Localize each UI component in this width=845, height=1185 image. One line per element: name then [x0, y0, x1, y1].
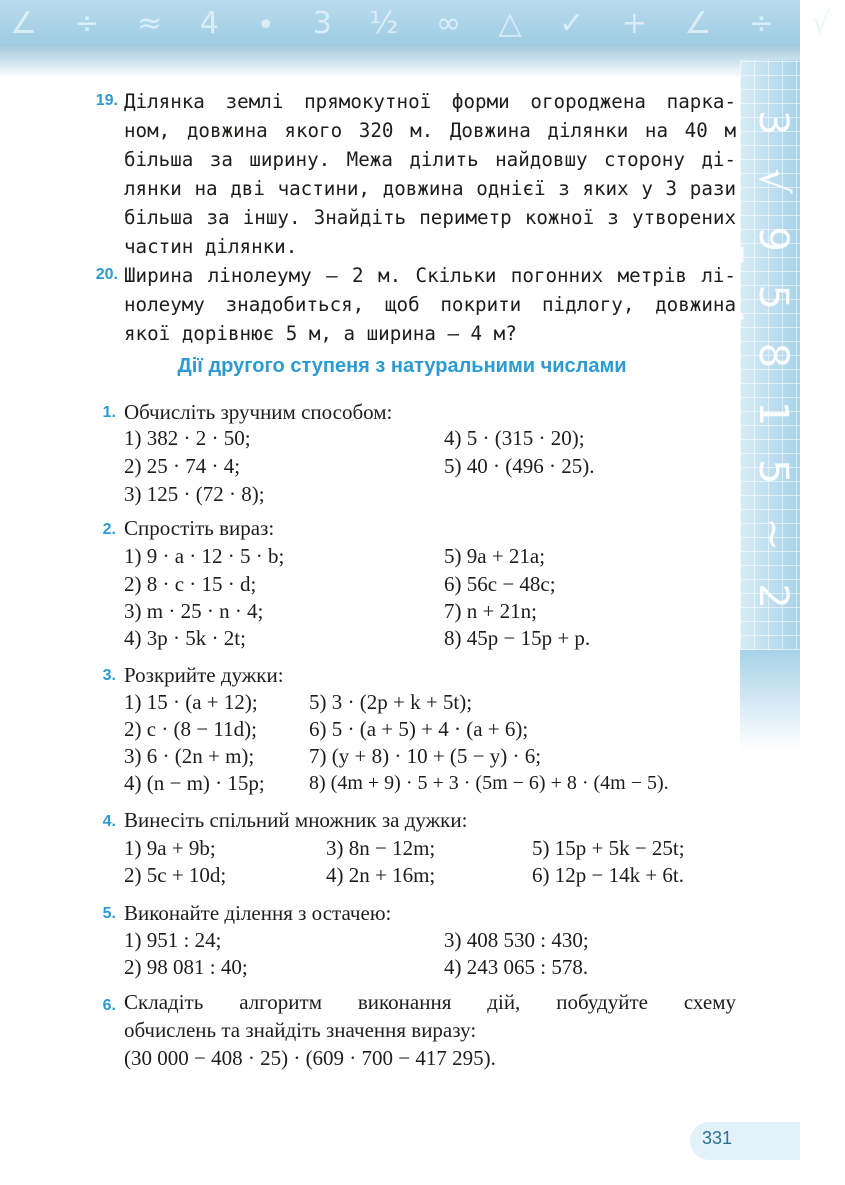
task-number: 3.: [102, 667, 116, 684]
task-number: 6.: [102, 997, 116, 1014]
problem-line: якої дорівнює 5 м, а ширина — 4 м?: [124, 322, 517, 345]
task-item: 3) 8n − 12m;: [326, 836, 436, 860]
task-item: 1) 951 : 24;: [124, 928, 222, 952]
task-item: 2) 8 · c · 15 · d;: [124, 572, 257, 596]
task-item: 1) 15 · (a + 12);: [124, 690, 258, 714]
problem-line: більша за ширину. Межа ділить найдовшу сторону ді-: [124, 148, 736, 171]
task-item: 5) 3 · (2p + k + 5t);: [309, 690, 473, 714]
task-expression: (30 000 − 408 · 25) · (609 · 700 − 417 295).: [124, 1046, 496, 1070]
task-title: Виконайте ділення з остачею:: [124, 901, 392, 925]
task-item: 2) 5c + 10d;: [124, 863, 227, 887]
section-title: Дії другого ступеня з натуральними числами: [177, 355, 627, 377]
task-item: 4) (n − m) · 15p;: [124, 771, 265, 795]
task-title: Розкрийте дужки:: [124, 663, 284, 687]
task-line: Складіть алгоритм виконання дій, побудуйте схему: [124, 990, 736, 1014]
side-band-fade: [740, 650, 800, 750]
task-item: 6) 5 · (a + 5) + 4 · (a + 6);: [309, 717, 529, 741]
problem-number: 20.: [95, 266, 118, 283]
task-title: Винесіть спільний множник за дужки:: [124, 808, 468, 832]
problem-line: нолеуму знадобиться, щоб покрити підлогу, довжина: [124, 293, 736, 316]
task-item: 1) 9a + 9b;: [124, 836, 216, 860]
task-item: 4) 2n + 16m;: [326, 863, 436, 887]
task-item: 4) 5 · (315 · 20);: [444, 426, 585, 450]
problem-20-text: [124, 261, 736, 348]
problem-line: більша за іншу. Знайдіть периметр кожної з утворених: [124, 206, 736, 229]
task-item: 7) (y + 8) · 10 + (5 − y) · 6;: [309, 744, 542, 768]
task-number: 1.: [102, 404, 116, 421]
task-item: 3) 6 · (2n + m);: [124, 744, 255, 768]
problem-line: частин ділянки.: [124, 235, 298, 258]
task-item: 4) 243 065 : 578.: [444, 955, 589, 979]
task-6-text: [124, 988, 736, 1072]
task-item: 3) 125 · (72 · 8);: [124, 482, 265, 506]
task-item: 3) m · 25 · n · 4;: [124, 599, 264, 623]
task-number: 5.: [102, 905, 116, 922]
top-decorative-band: [0, 0, 845, 44]
task-item: 6) 12p − 14k + 6t.: [532, 863, 685, 887]
problem-line: лянки на дві частини, довжина однієї з яких у 3 рази: [124, 177, 736, 200]
problem-number: 19.: [95, 92, 118, 109]
task-item: 7) n + 21n;: [444, 599, 537, 623]
task-item: 4) 3p · 5k · 2t;: [124, 626, 246, 650]
task-line: обчислень та знайдіть значення виразу:: [124, 1018, 477, 1042]
task-number: 2.: [102, 521, 116, 538]
problem-line: ном, довжина якого 320 м. Довжина ділянки на 40 м: [124, 119, 736, 142]
task-item: 5) 15p + 5k − 25t;: [532, 836, 685, 860]
task-item: 5) 9a + 21a;: [444, 544, 546, 568]
task-item: 1) 9 · a · 12 · 5 · b;: [124, 544, 285, 568]
task-item: 3) 408 530 : 430;: [444, 928, 589, 952]
problem-line: Ширина лінолеуму — 2 м. Скільки погонних метрів лі-: [124, 264, 736, 287]
task-item: 8) 45p − 15p + p.: [444, 626, 591, 650]
task-item: 5) 40 · (496 · 25).: [444, 454, 595, 478]
task-item: 8) (4m + 9) · 5 + 3 · (5m − 6) + 8 · (4m − 5).: [309, 772, 669, 794]
side-math-doodles: 3 √ 9 5 8 1 5 ~ 2 ~ ~ 5 4 ~: [704, 110, 796, 619]
task-item: 1) 382 · 2 · 50;: [124, 426, 251, 450]
task-item: 2) c · (8 − 11d);: [124, 717, 257, 741]
task-title: Спростіть вираз:: [124, 516, 275, 540]
top-band-shadow: [0, 44, 800, 78]
task-number: 4.: [102, 813, 116, 830]
task-item: 2) 98 081 : 40;: [124, 955, 248, 979]
task-item: 2) 25 · 74 · 4;: [124, 454, 241, 478]
page-number: 331: [702, 1128, 733, 1148]
task-title: Обчисліть зручним способом:: [124, 400, 393, 424]
problem-19-text: [124, 87, 736, 261]
task-item: 6) 56c − 48c;: [444, 572, 556, 596]
top-math-doodles: ∠ ÷ ≈ 4 ∙ 3 ½ ∞ △ ✓ + ∠ ÷ √: [10, 6, 845, 41]
problem-line: Ділянка землі прямокутної форми огороджена парка-: [124, 90, 736, 113]
